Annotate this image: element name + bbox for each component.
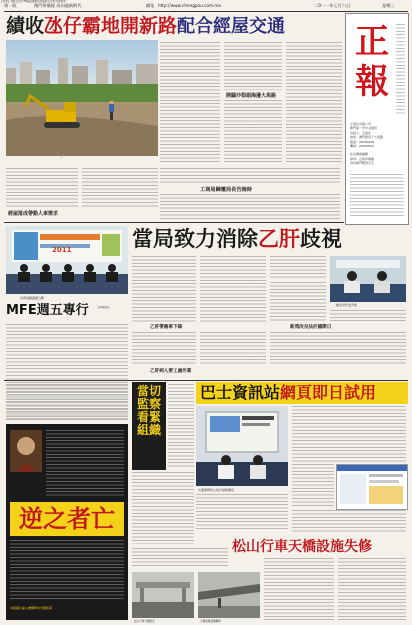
photo-credit: — <box>60 156 63 159</box>
portrait-image <box>10 430 42 472</box>
story1-sub2: 經屋落成帶動人車需求 <box>8 211 59 217</box>
story1-col2a <box>224 42 282 90</box>
feature-body-lines <box>10 540 124 600</box>
story4-col2 <box>264 558 334 620</box>
story4-caption-left: 松山行車天橋附近 <box>134 620 155 623</box>
masthead-rule <box>4 11 408 12</box>
story1-col3b <box>286 100 342 164</box>
story1-col1 <box>160 42 220 162</box>
logo-info-5: 傳真：28350001 <box>350 144 375 149</box>
bus-info-svg <box>196 406 288 486</box>
story1-col2b <box>224 100 282 164</box>
story2-left-caption: 出席活動嘉賓合影 <box>20 296 45 300</box>
logo-info-2: 出版人：正報社 <box>350 130 372 135</box>
story3-caption: 交通事務局人員介紹新網頁 <box>198 488 235 492</box>
story2-sub3: 新湾改良法於國際日 <box>290 325 332 330</box>
story2-col3b <box>270 282 326 322</box>
site-url[interactable]: http://www.chengpou.com.mo <box>158 3 222 8</box>
story3-headline-b: 網頁即日試用 <box>280 383 377 402</box>
site-label: 網址 <box>146 3 155 8</box>
story3-col2 <box>292 464 334 508</box>
story2-col3 <box>270 256 326 278</box>
health-speaker-svg <box>330 256 406 302</box>
mfe-continued <box>6 384 128 420</box>
mfe-byline: 【本報訊】 <box>96 306 112 309</box>
story1-lower-col3 <box>160 168 340 184</box>
construction-photo <box>6 40 158 156</box>
story1-sub4: 工商局歸覆局長告詢時 <box>200 187 252 193</box>
logo-box <box>345 13 409 225</box>
story2-col2 <box>200 256 266 322</box>
story2-col6 <box>200 332 266 366</box>
logo-info <box>350 122 404 166</box>
story1-lower-col1 <box>6 168 78 208</box>
feature-title: 逆之者亡 <box>19 505 115 533</box>
feature-title-bg <box>10 502 124 536</box>
story1-headline-c: 配合經屋交通 <box>177 16 286 37</box>
story4-caption-right: 天橋設施需要維修 <box>200 620 221 623</box>
story3-headline <box>200 382 406 404</box>
story3-col1 <box>292 406 406 462</box>
story1-lower-col4 <box>160 194 340 220</box>
story2-col5 <box>132 332 196 366</box>
logo-info-8: 每份澳門幣壹元正 <box>350 161 375 166</box>
logo-body-lines <box>350 174 404 218</box>
story2-headline-c: 歧視 <box>300 227 342 251</box>
story1-sub1: 開闢沙梨頭海邊大馬路 <box>226 93 277 99</box>
story3-headline-a: 巴士資訊站 <box>200 383 281 402</box>
story4-col3 <box>338 558 406 620</box>
masthead-tagline: 澳門華僑報 為內地新時代 <box>34 3 82 8</box>
logo-info-0: 正報社有限公司 <box>350 122 372 126</box>
construction-photo-svg <box>6 40 158 156</box>
story3-banner <box>196 382 408 404</box>
flyover-photo-right <box>198 572 260 618</box>
weekday: 星期三 <box>382 3 395 8</box>
story1-rule <box>4 222 344 223</box>
logo-info-7: 承印：正報印刷廠 <box>350 156 375 161</box>
event-banner-year: 2011 <box>52 246 72 254</box>
story2-headline-a: 當局致力消除 <box>132 227 258 251</box>
page-number: 第一版 <box>4 3 17 8</box>
logo-text: 正報 <box>355 22 389 102</box>
feature-box <box>6 424 128 620</box>
mfe-title: MFE週五專行 <box>6 303 89 318</box>
vertical-side-col <box>168 384 194 468</box>
story1-lower-col2 <box>82 168 158 208</box>
story4-headline: 松山行車天橋設施失修 <box>232 539 372 555</box>
masthead-strip <box>4 3 408 11</box>
website-screenshot <box>336 464 408 510</box>
story2-col4 <box>330 310 406 322</box>
story3-col3 <box>196 494 288 530</box>
bus-info-photo <box>196 406 288 486</box>
story2-headline <box>132 226 408 252</box>
hepatitis-event-svg <box>6 226 128 294</box>
feature-caption: 本報圖片輸入機構將向外國報導 <box>10 606 53 610</box>
vertical-title-box <box>132 382 166 470</box>
logo-info-3: 地址：澳門殷皇子大馬路 <box>350 135 384 140</box>
story4-col1 <box>132 548 228 568</box>
issue-date: 二0一一年七月六日 <box>314 3 351 8</box>
vertical-story-body <box>132 472 194 544</box>
story1-headline-b: 氹仔霸地開新路 <box>44 15 178 37</box>
story2-right-caption: 衛生局代表介紹 <box>336 303 358 307</box>
logo-info-1: 澳門第一份中文報紙 <box>350 126 378 131</box>
story1-col3a <box>286 42 342 98</box>
logo-info-6: 社長兼總編輯 <box>350 152 369 157</box>
feature-intro-lines <box>46 430 124 498</box>
mid-rule <box>4 380 408 381</box>
logo-side-lines <box>396 24 405 116</box>
story1-headline-a: 績收 <box>6 15 45 37</box>
health-speaker-photo <box>330 256 406 302</box>
story1-headline <box>6 14 338 38</box>
logo-info-4: 電話：28350000 <box>350 139 375 144</box>
flyover-left-svg <box>132 572 194 618</box>
story3-col4 <box>292 510 406 534</box>
story2-headline-b: 乙肝 <box>258 227 300 251</box>
hepatitis-event-photo <box>6 226 128 294</box>
story2-col7 <box>270 332 406 366</box>
story2-col1 <box>132 256 196 322</box>
flyover-right-svg <box>198 572 260 618</box>
flyover-photo-left <box>132 572 194 618</box>
story2-sub1: 乙肝帶菌率下降 <box>150 325 183 330</box>
vertical-title: 當切監察看緊組織 <box>136 384 161 437</box>
story1-lead: 【特訊】為配合氹仔TN區經屋群落成後將衍生的交通需求 <box>0 0 66 3</box>
story2-sub2: 乙肝病人要工處作業 <box>150 369 192 374</box>
